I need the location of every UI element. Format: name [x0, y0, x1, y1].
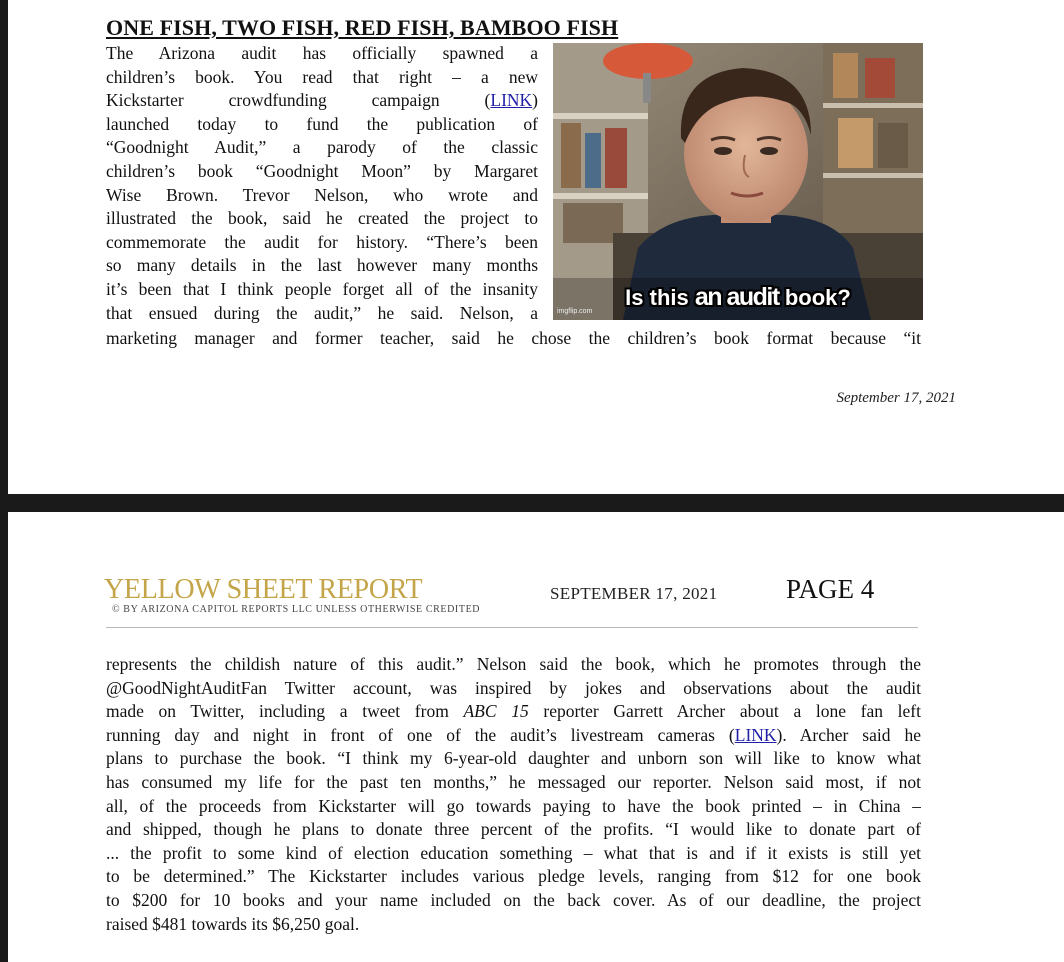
article-line: so many details in the last however many months [106, 255, 538, 276]
article-line: and shipped, though he plans to donate three percent of the profits. “I would like to donate part of [106, 819, 921, 840]
article-line [106, 89, 538, 113]
article-line: ... the profit to some kind of election education something – what that is and if it exists is still yet [106, 842, 921, 863]
livestream-link[interactable]: LINK [734, 724, 777, 745]
meme-caption [553, 283, 923, 312]
article-line-text: running day and night in front of one of the audit’s livestream cameras ( [106, 724, 735, 745]
article-line: to be determined.” The Kickstarter includes various pledge levels, ranging from $12 for one book [106, 866, 921, 887]
article-line: launched today to fund the publication of [106, 113, 538, 134]
boy-photo-illustration [553, 43, 923, 320]
article-line [106, 724, 921, 748]
article-line: has consumed my life for the past ten months,” he messaged our reporter. Nelson said most, if not [106, 771, 921, 792]
article-line: children’s book “Goodnight Moon” by Margaret [106, 160, 538, 181]
article-line-text: Kickstarter crowdfunding campaign ( [106, 90, 491, 111]
link-close-paren: ) [532, 90, 538, 111]
header-divider [106, 627, 918, 628]
header-date: SEPTEMBER 17, 2021 [550, 584, 718, 603]
article-line-text: made on Twitter, including a tweet from [106, 701, 464, 722]
article-line: plans to purchase the book. “I think my 6-year-old daughter and unborn son will like to know what [106, 748, 921, 769]
article-line: that ensued during the audit,” he said. Nelson, a [106, 302, 538, 323]
page-number: PAGE 4 [786, 574, 875, 604]
meme-image [553, 43, 923, 320]
article-line: all, of the proceeds from Kickstarter will go towards paying to have the book printed – in China – [106, 795, 921, 816]
article-line: The Arizona audit has officially spawned a [106, 43, 538, 63]
article-line: to $200 for 10 books and your name included on the back cover. As of our deadline, the project [106, 889, 921, 910]
page-4 [8, 512, 1064, 962]
publication-name: YELLOW SHEET REPORT [104, 574, 423, 605]
article-line: “Goodnight Audit,” a parody of the classic [106, 137, 538, 158]
article-line: it’s been that I think people forget all of the insanity [106, 278, 538, 299]
article-line [106, 700, 921, 724]
article-line-text: ). Archer said he [776, 724, 921, 745]
article-line: illustrated the book, said he created the project to [106, 208, 538, 229]
article-title: ONE FISH, TWO FISH, RED FISH, BAMBOO FISH [106, 15, 619, 40]
article-line: Wise Brown. Trevor Nelson, who wrote and [106, 184, 538, 205]
kickstarter-link[interactable]: LINK [490, 90, 533, 111]
meme-caption-emphasis: an audit [694, 283, 779, 311]
article-line-full-width: marketing manager and former teacher, said he chose the children’s book format because “it [106, 328, 921, 348]
article-line: commemorate the audit for history. “There’s been [106, 231, 538, 252]
meme-watermark: imgflip.com [557, 308, 593, 315]
article-line: represents the childish nature of this audit.” Nelson said the book, which he promotes through the [106, 654, 921, 674]
article-line-last: raised $481 towards its $6,250 goal. [106, 913, 360, 934]
outlet-name: ABC 15 [463, 701, 529, 722]
copyright-line: © BY ARIZONA CAPITOL REPORTS LLC UNLESS OTHERWISE CREDITED [112, 604, 481, 615]
article-continued [106, 653, 921, 936]
article-line-text: reporter Garrett Archer about a lone fan left [528, 701, 921, 722]
meme-caption-part: Is this [625, 285, 695, 310]
article-line: children’s book. You read that right – a new [106, 66, 538, 87]
meme-caption-part: book? [778, 285, 851, 310]
page-date-footer: September 17, 2021 [836, 390, 956, 406]
page-previous [8, 0, 1064, 494]
article-line: @GoodNightAuditFan Twitter account, was inspired by jokes and observations about the audit [106, 677, 921, 698]
article-column [106, 42, 538, 325]
